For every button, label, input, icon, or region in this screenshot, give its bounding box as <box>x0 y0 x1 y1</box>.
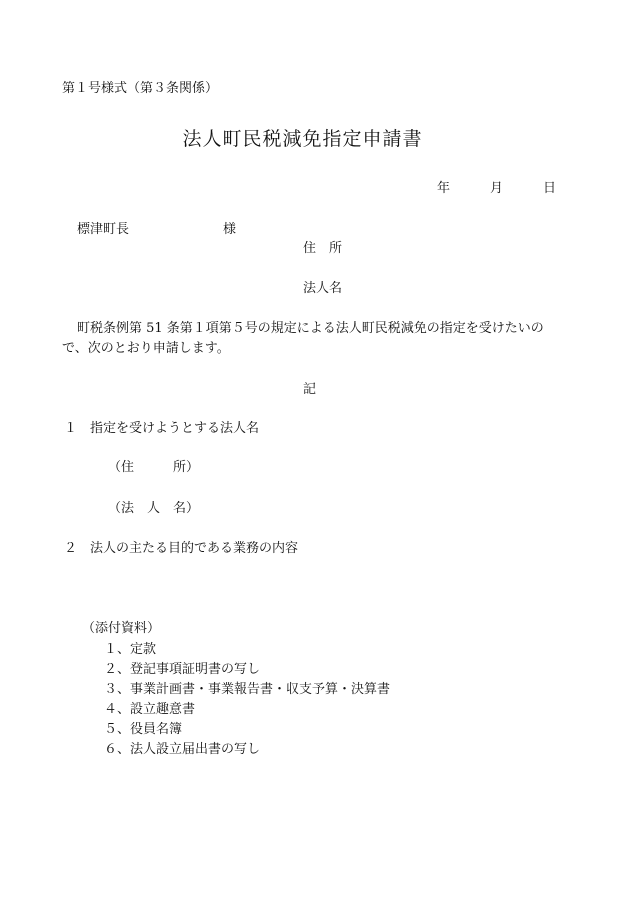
form-number: 第１号様式（第３条関係） <box>62 81 219 96</box>
date-day: 日 <box>543 181 557 196</box>
item2-number: ２ <box>64 541 78 556</box>
addressee-honorific: 様 <box>223 222 237 237</box>
ki-heading: 記 <box>303 382 317 397</box>
addressee-name: 標津町長 <box>77 222 130 237</box>
item1-number: １ <box>64 421 78 436</box>
attachment-item: ４、設立趣意書 <box>104 702 196 717</box>
date-year: 年 <box>437 181 451 196</box>
attachment-item: ６、法人設立届出書の写し <box>104 742 261 757</box>
attachment-item: ２、登記事項証明書の写し <box>104 662 261 677</box>
attachment-item: １、定款 <box>104 642 157 657</box>
date-month: 月 <box>490 181 504 196</box>
attachments-list <box>104 640 390 760</box>
application-statement: 町税条例第 51 条第１項第５号の規定による法人町民税減免の指定を受けたいので、次のとおり申請します。 <box>62 321 544 356</box>
attachment-item: ５、役員名簿 <box>104 722 183 737</box>
item1-label: 指定を受けようとする法人名 <box>90 421 260 436</box>
applicant-address-label: 住 所 <box>303 241 343 256</box>
applicant-corp-name-label: 法人名 <box>303 281 343 296</box>
page-title: 法人町民税減免指定申請書 <box>182 128 423 150</box>
item1-address-label: （住 所） <box>108 460 200 475</box>
item1-name-label: （法 人 名） <box>108 501 200 516</box>
item2-label: 法人の主たる目的である業務の内容 <box>90 541 299 556</box>
attachments-heading: （添付資料） <box>82 621 161 636</box>
attachment-item: ３、事業計画書・事業報告書・収支予算・決算書 <box>104 682 391 697</box>
